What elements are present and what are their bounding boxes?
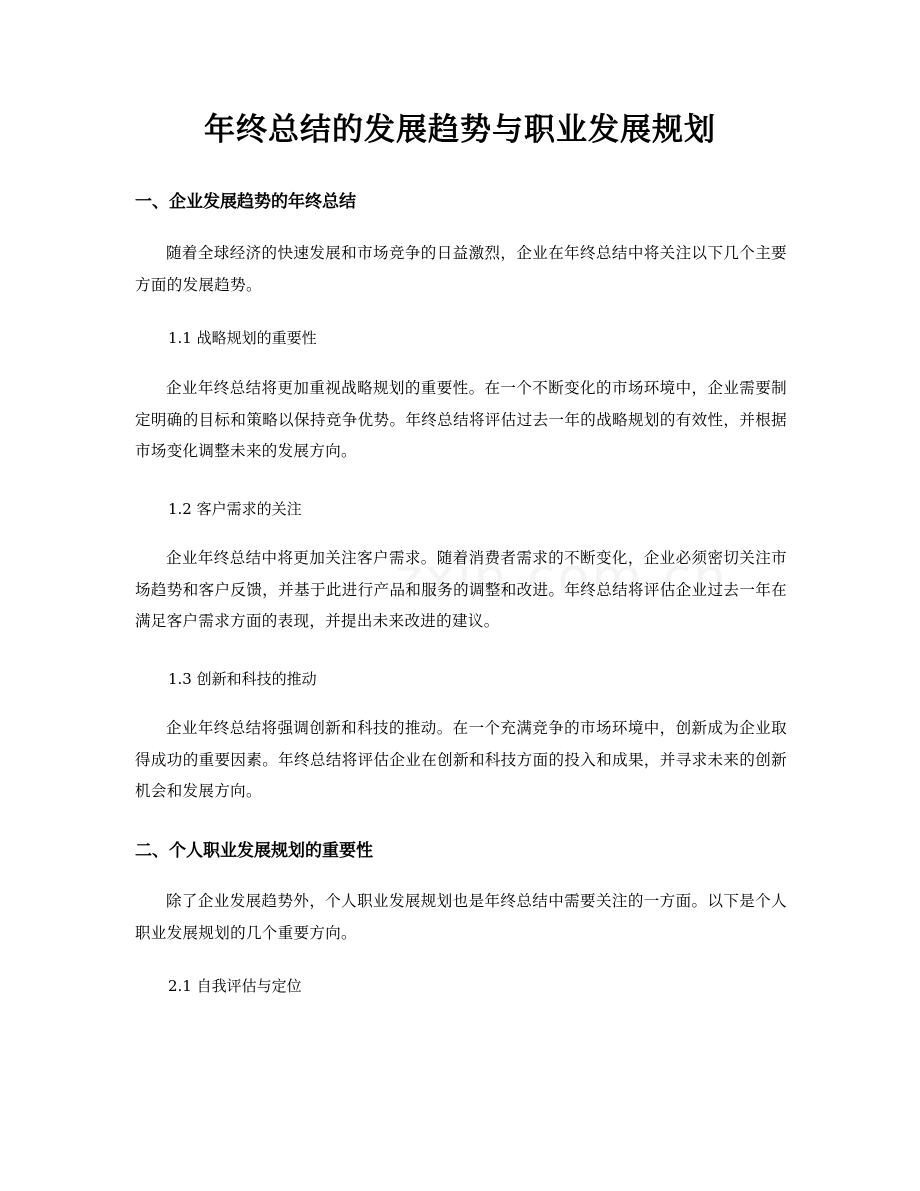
section-heading: 一、企业发展趋势的年终总结 bbox=[135, 192, 356, 212]
document-title: 年终总结的发展趋势与职业发展规划 bbox=[204, 112, 716, 148]
subsection-body: 企业年终总结将更加重视战略规划的重要性。在一个不断变化的市场环境中，企业需要制定明确的目标和策略以保持竞争优势。年终总结将评估过去一年的战略规划的有效性，并根据市场变化调整未来的发展方向。 bbox=[135, 379, 787, 460]
section-intro: 随着全球经济的快速发展和市场竞争的日益激烈，企业在年终总结中将关注以下几个主要方面的发展趋势。 bbox=[135, 244, 787, 294]
subsection-heading: 2.1 自我评估与定位 bbox=[168, 977, 302, 995]
section-heading: 二、个人职业发展规划的重要性 bbox=[135, 841, 373, 861]
subsection-body: 企业年终总结将强调创新和科技的推动。在一个充满竞争的市场环境中，创新成为企业取得成功的重要因素。年终总结将评估企业在创新和科技方面的投入和成果，并寻求未来的创新机会和发展方向。 bbox=[135, 719, 787, 800]
section-intro: 除了企业发展趋势外，个人职业发展规划也是年终总结中需要关注的一方面。以下是个人职业发展规划的几个重要方向。 bbox=[135, 892, 787, 942]
subsection-heading: 1.2 客户需求的关注 bbox=[168, 500, 302, 518]
subsection-heading: 1.1 战略规划的重要性 bbox=[168, 329, 317, 347]
subsection-heading: 1.3 创新和科技的推动 bbox=[168, 670, 317, 688]
subsection-body: 企业年终总结中将更加关注客户需求。随着消费者需求的不断变化，企业必须密切关注市场趋势和客户反馈，并基于此进行产品和服务的调整和改进。年终总结将评估企业过去一年在满足客户需求方面的表现，并提出未来改进的建议。 bbox=[135, 549, 787, 630]
